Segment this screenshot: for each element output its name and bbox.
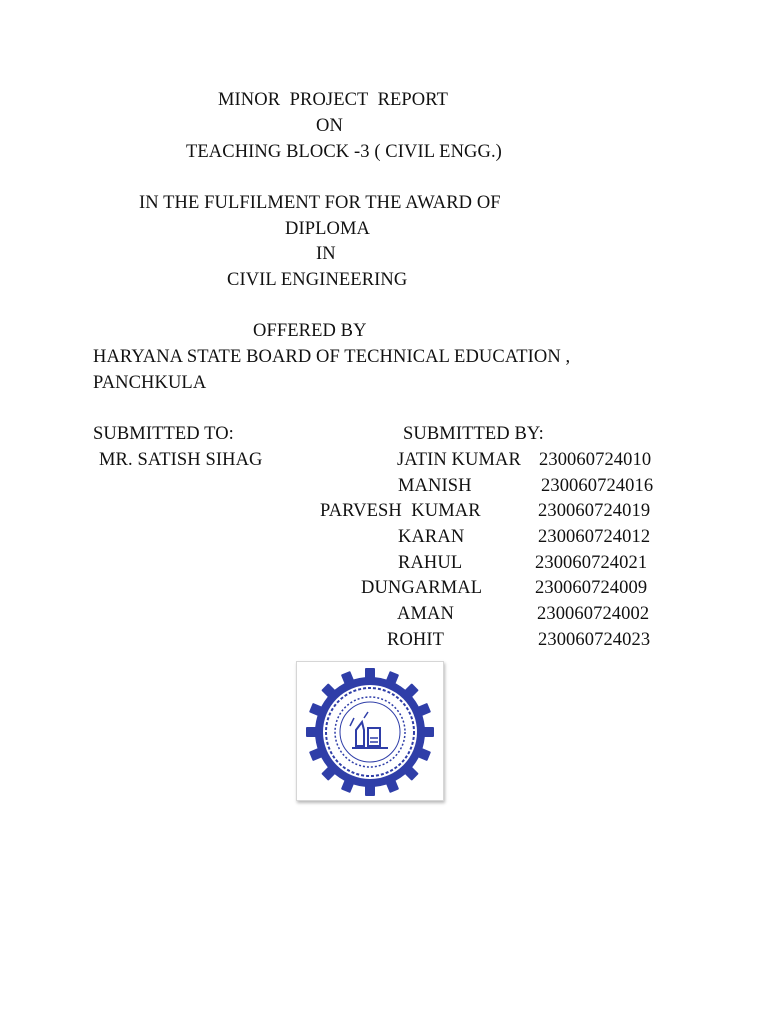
- award-diploma: DIPLOMA: [285, 219, 370, 239]
- student-name: RAHUL: [398, 553, 463, 573]
- institute-logo: [296, 661, 444, 801]
- project-name: TEACHING BLOCK -3 ( CIVIL ENGG.): [186, 142, 502, 162]
- student-roll: 230060724012: [538, 527, 651, 547]
- board-name: HARYANA STATE BOARD OF TECHNICAL EDUCATION ,: [93, 347, 571, 367]
- student-roll: 230060724021: [535, 553, 648, 573]
- student-roll: 230060724023: [538, 630, 651, 650]
- board-city: PANCHKULA: [93, 373, 207, 393]
- report-title: MINOR PROJECT REPORT: [218, 90, 448, 110]
- student-name: JATIN KUMAR: [397, 450, 521, 470]
- guide-name: MR. SATISH SIHAG: [99, 450, 263, 470]
- student-name: PARVESH KUMAR: [320, 501, 481, 521]
- report-title-on: ON: [316, 116, 343, 136]
- student-roll: 230060724010: [539, 450, 652, 470]
- award-in: IN: [316, 244, 336, 264]
- student-roll: 230060724016: [541, 476, 654, 496]
- student-name: ROHIT: [387, 630, 445, 650]
- offered-by-label: OFFERED BY: [253, 321, 367, 341]
- submitted-to-label: SUBMITTED TO:: [93, 424, 234, 444]
- student-name: MANISH: [398, 476, 472, 496]
- student-name: AMAN: [397, 604, 454, 624]
- student-name: KARAN: [398, 527, 465, 547]
- award-discipline: CIVIL ENGINEERING: [227, 270, 408, 290]
- institute-gear-emblem-icon: [297, 662, 443, 800]
- student-roll: 230060724002: [537, 604, 650, 624]
- student-name: DUNGARMAL: [361, 578, 483, 598]
- student-roll: 230060724009: [535, 578, 648, 598]
- submitted-by-label: SUBMITTED BY:: [403, 424, 544, 444]
- student-roll: 230060724019: [538, 501, 651, 521]
- fulfilment-line: IN THE FULFILMENT FOR THE AWARD OF: [139, 193, 501, 213]
